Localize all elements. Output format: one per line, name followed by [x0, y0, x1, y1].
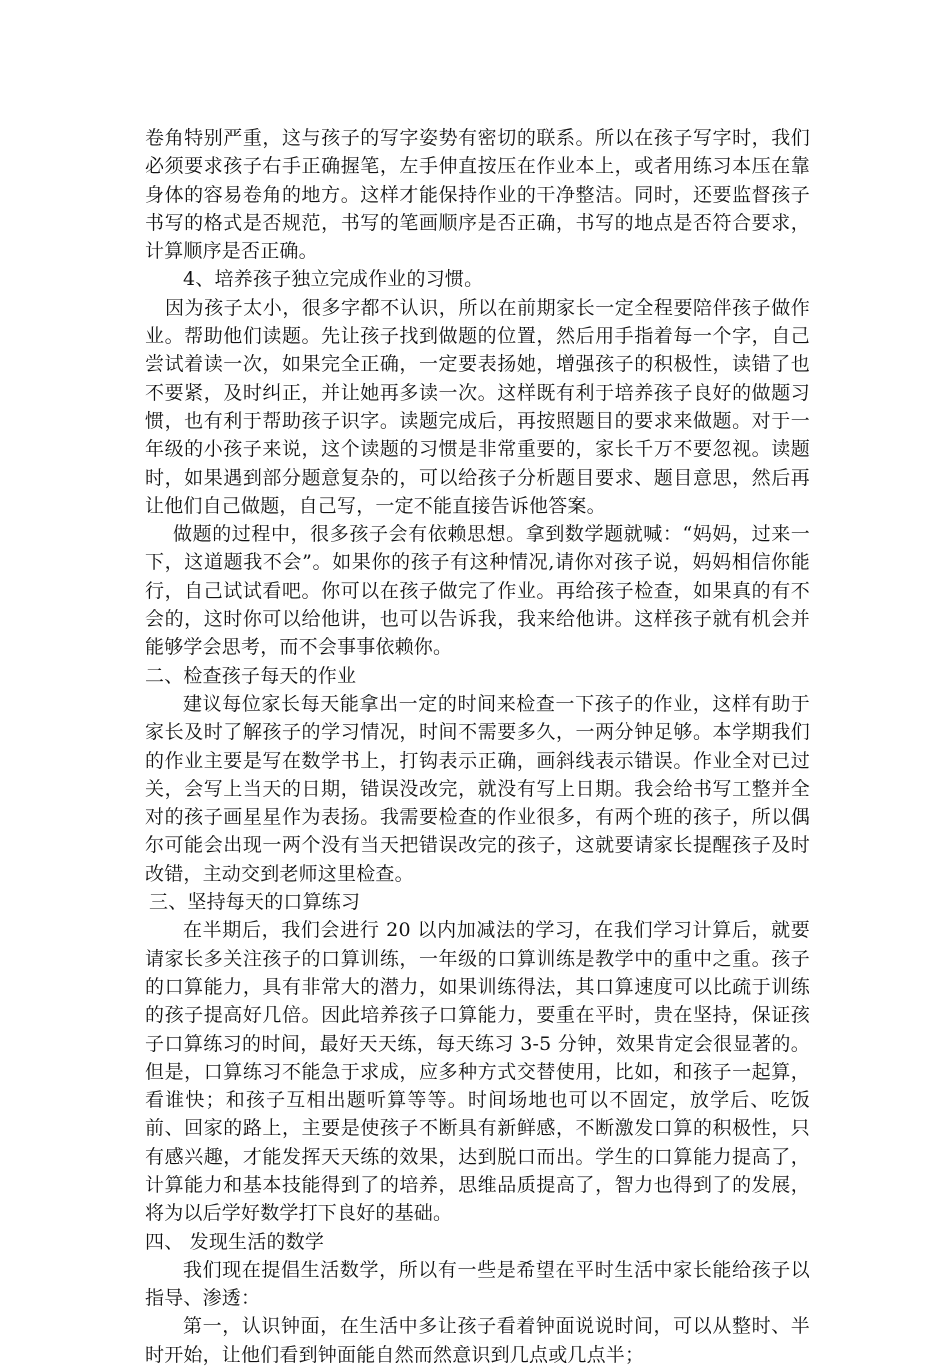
- section-heading-life-math: 四、 发现生活的数学: [145, 1230, 325, 1253]
- paragraph-oral-calculation: 在半期后，我们会进行 20 以内加减法的学习，在我们学习计算后，就要请家长多关注孩子的口算训练，一年级的口算训练是教学中的重中之重。孩子的口算能力，具有非常大的潜力，如果训练得法，其口算速度可以比疏于训练的孩子提高好几倍。因此培养孩子口算能力，要重在平时，贵在坚持，保证孩子口算练习的时间，最好天天练，每天练习 3-5 分钟，效果肯定会很显著的。但是，口算练习不能急于求成，应多种方式交替使用，比如，和孩子一起算，看谁快；和孩子互相出题听算等等。时间场地也可以不固定，放学后、吃饭前、回家的路上，主要是使孩子不断具有新鲜感，不断激发口算的积极性，只有感兴趣，才能发挥天天练的效果，达到脱口而出。学生的口算能力提高了，计算能力和基本技能得到了的培养，思维品质提高了，智力也得到了的发展，将为以后学好数学打下良好的基础。: [145, 919, 810, 1225]
- subheading-independent-homework: 4、培养孩子独立完成作业的习惯。: [183, 268, 484, 291]
- paragraph-clock-reading: 第一，认识钟面，在生活中多让孩子看着钟面说说时间，可以从整时、半时开始，让他们看到钟面能自然而然意识到几点或几点半；: [145, 1315, 810, 1366]
- paragraph-reading-questions: 因为孩子太小，很多字都不认识，所以在前期家长一定全程要陪伴孩子做作业。帮助他们读题。先让孩子找到做题的位置，然后用手指着每一个字，自己尝试着读一次，如果完全正确，一定要表扬她，增强孩子的积极性，读错了也不要紧，及时纠正，并让她再多读一次。这样既有利于培养孩子良好的做题习惯，也有利于帮助孩子识字。读题完成后，再按照题目的要求来做题。对于一年级的小孩子来说，这个读题的习惯是非常重要的，家长千万不要忽视。读题时，如果遇到部分题意复杂的，可以给孩子分析题目要求、题目意思，然后再让他们自己做题，自己写，一定不能直接告诉他答案。: [145, 296, 810, 517]
- paragraph-homework-posture: 卷角特别严重，这与孩子的写字姿势有密切的联系。所以在孩子写字时，我们必须要求孩子右手正确握笔，左手伸直按压在作业本上，或者用练习本压在靠身体的容易卷角的地方。这样才能保持作业的干净整洁。同时，还要监督孩子书写的格式是否规范，书写的笔画顺序是否正确，书写的地点是否符合要求，计算顺序是否正确。: [145, 127, 810, 263]
- document-body: [145, 124, 810, 1369]
- paragraph-check-homework: 建议每位家长每天能拿出一定的时间来检查一下孩子的作业，这样有助于家长及时了解孩子的学习情况，时间不需要多久，一两分钟足够。本学期我们的作业主要是写在数学书上，打钩表示正确，画斜线表示错误。作业全对已过关，会写上当天的日期，错误没改完，就没有写上日期。我会给书写工整并全对的孩子画星星作为表扬。我需要检查的作业很多，有两个班的孩子，所以偶尔可能会出现一两个没有当天把错误改完的孩子，这就要请家长提醒孩子及时改错，主动交到老师这里检查。: [145, 692, 810, 885]
- section-heading-check-homework: 二、检查孩子每天的作业: [145, 664, 357, 687]
- paragraph-life-math-intro: 我们现在提倡生活数学，所以有一些是希望在平时生活中家长能给孩子以指导、渗透：: [145, 1258, 810, 1310]
- paragraph-dependence: 做题的过程中，很多孩子会有依赖思想。拿到数学题就喊：“妈妈，过来一下，这道题我不会”。如果你的孩子有这种情况,请你对孩子说，妈妈相信你能行，自己试试看吧。你可以在孩子做完了作业。再给孩子检查，如果真的有不会的，这时你可以给他讲，也可以告诉我，我来给他讲。这样孩子就有机会并能够学会思考，而不会事事依赖你。: [145, 523, 810, 659]
- section-heading-oral-calculation: 三、坚持每天的口算练习: [149, 891, 361, 914]
